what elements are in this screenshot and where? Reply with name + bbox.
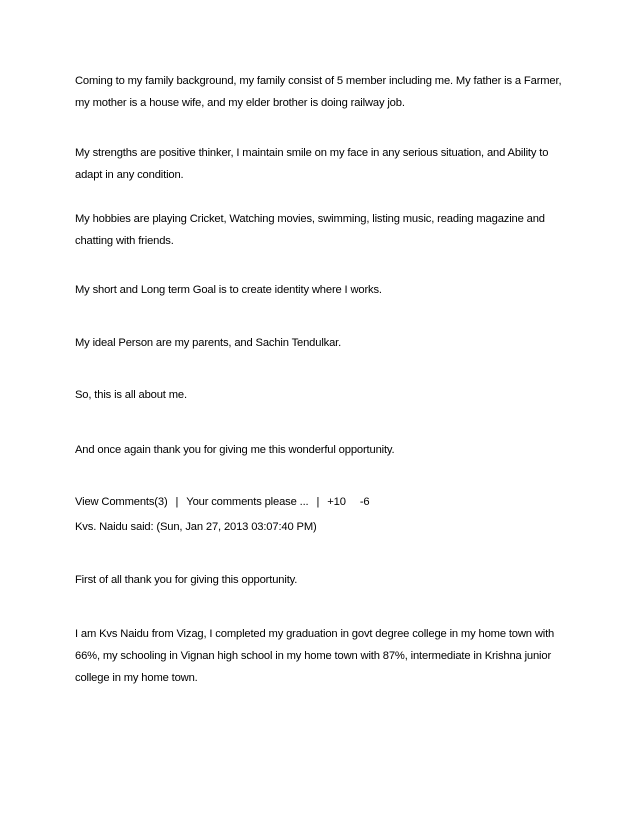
paragraph-about-me: So, this is all about me. (75, 389, 187, 401)
comment-toolbar (75, 491, 369, 513)
vote-down-button[interactable]: -6 (359, 496, 370, 508)
your-comments-link[interactable]: Your comments please ... (186, 496, 309, 508)
view-comments-link[interactable]: View Comments(3) (75, 496, 168, 508)
paragraph-strengths: My strengths are positive thinker, I maintain smile on my face in any serious situation, and Ability to adapt in any condition. (75, 147, 549, 181)
paragraph-goals: My short and Long term Goal is to create identity where I works. (75, 284, 382, 296)
paragraph-ideal-person: My ideal Person are my parents, and Sachin Tendulkar. (75, 337, 342, 349)
paragraph-family-background: Coming to my family background, my family consist of 5 member including me. My father is a Farmer, my mother is a house wife, and my elder brother is doing railway job. (75, 75, 562, 109)
comment-author-line: Kvs. Naidu said: (Sun, Jan 27, 2013 03:07:40 PM) (75, 521, 317, 533)
comment-paragraph-intro: I am Kvs Naidu from Vizag, I completed my graduation in govt degree college in my home town with 66%, my schooling in Vignan high school in my home town with 87%, intermediate in Krishna junior college in my home town. (75, 628, 555, 684)
paragraph-thanks: And once again thank you for giving me this wonderful opportunity. (75, 444, 395, 456)
comment-paragraph-thanks: First of all thank you for giving this opportunity. (75, 574, 298, 586)
vote-up-button[interactable]: +10 (327, 496, 346, 508)
separator: | (316, 496, 320, 508)
separator: | (175, 496, 179, 508)
paragraph-hobbies: My hobbies are playing Cricket, Watching movies, swimming, listing music, reading magazine and chatting with friends. (75, 213, 545, 247)
